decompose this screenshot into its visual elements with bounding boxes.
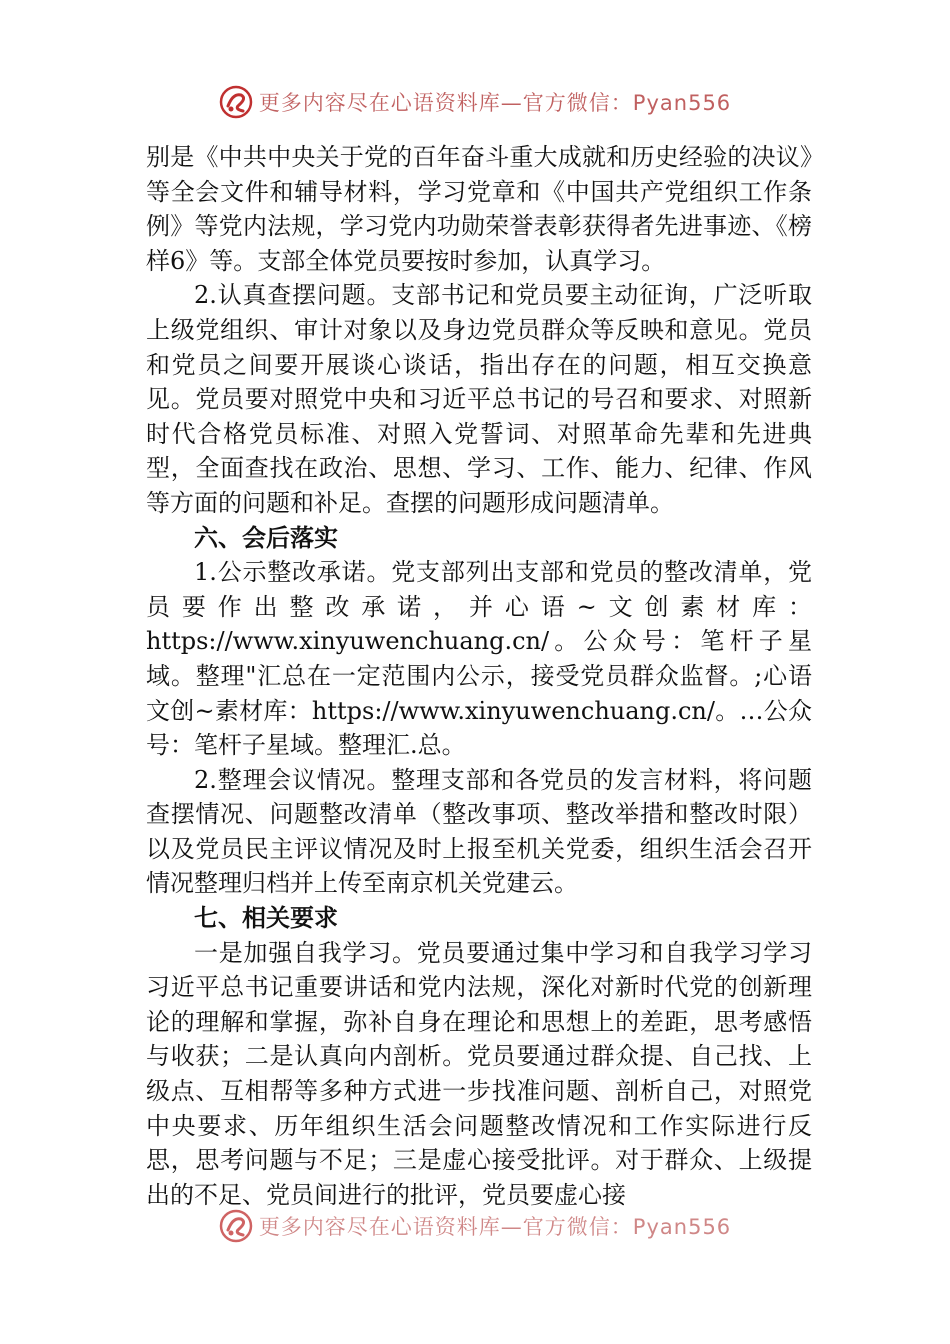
paragraph-requirements: 一是加强自我学习。党员要通过集中学习和自我学习学习习近平总书记重要讲话和党内法规，深化对新时代党的创新理论的理解和掌握，弥补自身在理论和思想上的差距，思考感悟与收获；二是认真向内剖析。党员要通过群众提、自己找、上级点、互相帮等多种方式进一步找准问题、剖析自己，对照党中央要求、历年组织生活会问题整改情况和工作实际进行反思，思考问题与不足；三是虚心接受批评。对于群众、上级提出的不足、党员间进行的批评，党员要虚心接 <box>146 938 812 1209</box>
paragraph-continuation: 别是《中共中央关于党的百年奋斗重大成就和历史经验的决议》等全会文件和辅导材料，学习党章和《中国共产党组织工作条例》等党内法规，学习党内功勋荣誉表彰获得者先进事迹、《榜样6》等。支部全体党员要按时参加，认真学习。 <box>146 143 812 275</box>
watermark-banner-bottom <box>0 1206 950 1246</box>
watermark-text: 更多内容尽在心语资料库—官方微信：Pyan556 <box>258 1215 732 1239</box>
paragraph-find-problems: 2.认真查摆问题。支部书记和党员要主动征询，广泛听取上级党组织、审计对象以及身边党员群众等反映和意见。党员和党员之间要开展谈心谈话，指出存在的问题，相互交换意见。党员要对照党中央和习近平总书记的号召和要求、对照新时代合格党员标准、对照入党誓词、对照革命先辈和先进典型，全面查找在政治、思想、学习、工作、能力、纪律、作风等方面的问题和补足。查摆的问题形成问题清单。 <box>146 281 812 517</box>
document-body <box>146 140 812 1212</box>
paragraph-organize-meeting: 2.整理会议情况。整理支部和各党员的发言材料，将问题查摆情况、问题整改清单（整改事项、整改举措和整改时限）以及党员民主评议情况及时上报至机关党委，组织生活会召开情况整理归档并上传至南京机关党建云。 <box>146 765 812 898</box>
watermark-text: 更多内容尽在心语资料库—官方微信：Pyan556 <box>258 91 732 115</box>
paragraph-publish-commitments: 1.公示整改承诺。党支部列出支部和党员的整改清单，党员要作出整改承诺，并心语~文创素材库：https://www.xinyuwenchuang.cn/。公众号：笔杆子星域。整理"汇总在一定范围内公示，接受党员群众监督。;心语文创~素材库：https://www.xinyuwenchuang.cn/。…公众号：笔杆子星域。整理汇.总。 <box>146 558 812 760</box>
watermark-banner-top <box>0 82 950 122</box>
section-heading-6: 六、会后落实 <box>194 523 338 552</box>
red-calligraphy-logo-icon <box>219 85 253 119</box>
section-heading-7: 七、相关要求 <box>194 904 338 933</box>
red-calligraphy-logo-icon <box>219 1209 253 1243</box>
